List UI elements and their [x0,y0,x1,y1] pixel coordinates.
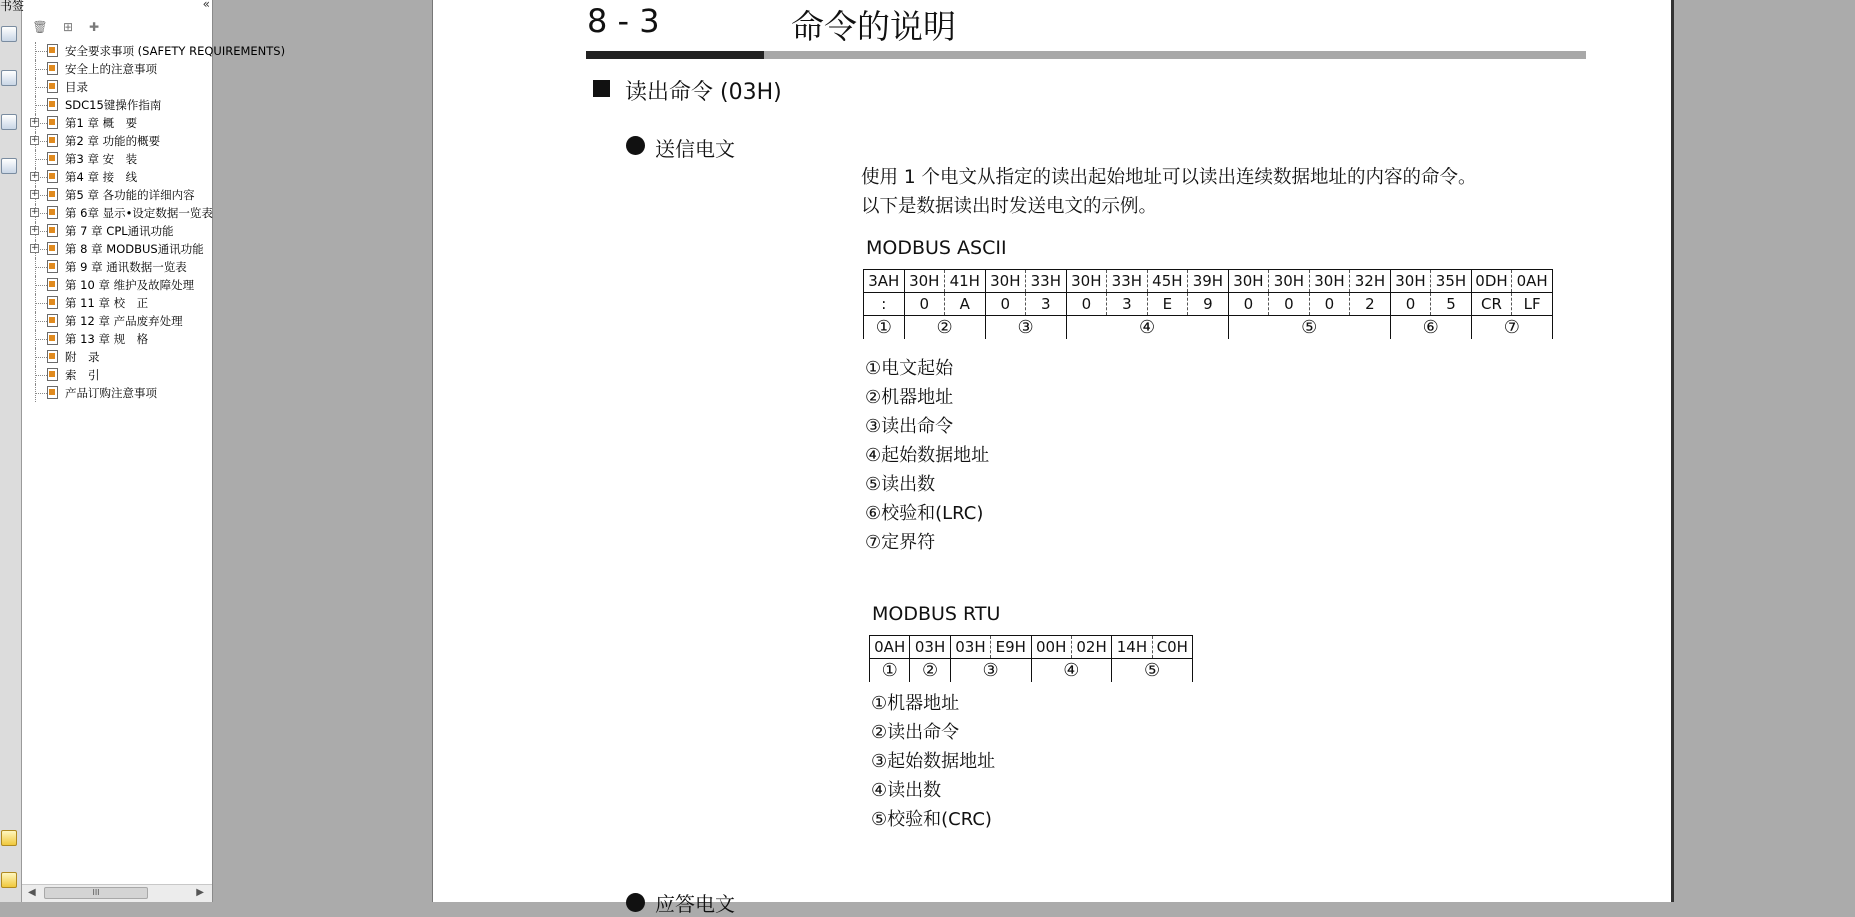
layers-icon[interactable] [1,158,17,174]
expand-plus-icon[interactable]: + [31,243,39,253]
field-number-cell: ③ [950,659,1031,683]
field-number-cell: ② [910,659,950,683]
field-number-cell: ⑦ [1471,316,1552,340]
trash-icon[interactable]: 🗑 [32,20,48,34]
legend-item: ①电文起始 [865,358,954,379]
char-cell: 0 [1309,293,1350,316]
char-cell: 3 [1107,293,1148,316]
bookmark-item[interactable] [22,240,422,258]
tree-line [35,105,47,106]
legend-item: ④起始数据地址 [865,445,990,466]
collapse-panel-icon[interactable]: « [202,0,210,11]
char-cell: LF [1512,293,1553,316]
tree-line [35,303,47,304]
legend-item: ②机器地址 [865,387,954,408]
bookmark-icon [47,98,58,111]
field-number-row [864,316,1553,340]
bookmark-item[interactable] [22,168,422,186]
bookmark-label: 目录 [65,80,88,94]
bookmark-icon [47,260,58,273]
expand-plus-icon[interactable]: + [31,171,39,181]
comment-icon[interactable] [1,830,17,846]
scroll-right-icon[interactable]: ▶ [196,887,204,898]
bookmark-item[interactable] [22,114,422,132]
field-number-cell: ① [864,316,905,340]
circle-bullet-icon [626,893,645,912]
example-paragraph: 以下是数据读出时发送电文的示例。 [861,196,1158,217]
hex-cell: 30H [1309,270,1350,293]
subsection-heading: 读出命令 (03H) [625,80,782,105]
hex-cell: 30H [904,270,945,293]
bookmark-label: 第4 章 接 线 [65,170,138,184]
char-cell: 0 [985,293,1026,316]
bookmark-item[interactable] [22,312,422,330]
scroll-left-icon[interactable]: ◀ [28,887,36,898]
bookmark-icon [47,206,58,219]
tree-line [35,339,47,340]
ascii-caption: MODBUS ASCII [866,237,1007,259]
bookmark-label: 第 6章 显示•设定数据一览表 [65,206,213,220]
char-cell: 0 [1390,293,1431,316]
bookmark-icon [47,188,58,201]
circle-bullet-icon [626,136,645,155]
bookmark-tree [22,42,286,884]
bookmark-item[interactable] [22,60,422,78]
bookmark-icon [47,350,58,363]
field-number-cell: ⑥ [1390,316,1471,340]
hex-row [870,636,1193,659]
hex-cell: 39H [1188,270,1229,293]
navigation-tool-strip [0,0,25,902]
panel-title: 书签 [0,0,25,13]
bookmark-item[interactable] [22,384,422,402]
signature-icon[interactable] [1,114,17,130]
expand-bookmark-icon[interactable]: ⊞ [62,20,74,34]
hex-cell: 0AH [870,636,910,659]
char-cell: A [945,293,986,316]
bookmark-label: SDC15键操作指南 [65,98,162,112]
pages-icon[interactable] [1,26,17,42]
bookmark-icon [47,332,58,345]
hex-cell: 03H [950,636,990,659]
send-message-heading: 送信电文 [655,137,735,161]
expand-plus-icon[interactable]: + [31,189,39,199]
char-cell: : [864,293,905,316]
hex-cell: 30H [1390,270,1431,293]
tree-line [35,321,47,322]
hex-cell: 41H [945,270,986,293]
bookmark-icon [47,296,58,309]
bookmark-item[interactable] [22,78,422,96]
field-number-cell: ⑤ [1228,316,1390,340]
scrollbar-thumb[interactable]: III [44,887,148,899]
bookmark-item[interactable] [22,348,422,366]
hex-cell: E9H [991,636,1031,659]
bookmark-item[interactable] [22,258,422,276]
rtu-frame-table [869,635,1193,682]
bookmark-label: 第2 章 功能的概要 [65,134,161,148]
bookmark-icon [47,80,58,93]
tree-line [35,393,47,394]
hex-cell: 03H [910,636,950,659]
bookmark-item[interactable] [22,366,422,384]
tree-line [35,267,47,268]
field-number-cell: ④ [1066,316,1228,340]
bookmark-label: 索 引 [65,368,100,382]
bookmark-label: 第 12 章 产品废弃处理 [65,314,183,328]
bookmark-item[interactable] [22,150,422,168]
field-number-cell: ① [870,659,910,683]
reply-message-heading: 应答电文 [655,892,735,916]
horizontal-scrollbar[interactable] [22,884,212,902]
hex-cell: 0AH [1512,270,1553,293]
hex-cell: 02H [1071,636,1111,659]
char-cell: CR [1471,293,1512,316]
legend-item: ⑥校验和(LRC) [865,503,984,524]
field-number-cell: ② [904,316,985,340]
bookmark-label: 产品订购注意事项 [65,386,157,400]
tree-line [35,69,47,70]
expand-plus-icon[interactable]: + [31,135,39,145]
hex-cell: 14H [1112,636,1152,659]
bookmark-label: 第3 章 安 装 [65,152,138,166]
bookmark-toolbar [22,12,212,40]
bookmark-item[interactable] [22,132,422,150]
char-cell: 0 [1066,293,1107,316]
hex-cell: 30H [1269,270,1310,293]
new-bookmark-icon[interactable]: ✚ [88,20,100,34]
hex-cell: 30H [1228,270,1269,293]
bookmark-label: 第 11 章 校 正 [65,296,149,310]
hex-cell: 3AH [864,270,905,293]
tree-line [35,51,47,52]
char-cell: E [1147,293,1188,316]
paperclip-icon[interactable] [1,872,17,888]
legend-item: ④读出数 [871,780,942,801]
bookmark-item[interactable] [22,330,422,348]
bookmark-label: 第 9 章 通讯数据一览表 [65,260,187,274]
char-cell: 0 [904,293,945,316]
bookmark-label: 第 13 章 规 格 [65,332,149,346]
title-rule-light [764,51,1586,59]
bookmark-label: 第 8 章 MODBUS通讯功能 [65,242,204,256]
hex-row [864,270,1553,293]
char-cell: 2 [1350,293,1391,316]
bookmark-icon [47,152,58,165]
bookmark-icon [47,44,58,57]
bookmark-label: 第 7 章 CPL通讯功能 [65,224,174,238]
hex-cell: 33H [1026,270,1067,293]
char-cell: 5 [1431,293,1472,316]
bookmark-icon [47,62,58,75]
bookmark-icon [47,278,58,291]
attachments-icon[interactable] [1,70,17,86]
legend-item: ⑤读出数 [865,474,936,495]
bookmark-icon [47,242,58,255]
rtu-caption: MODBUS RTU [872,603,1001,625]
char-cell: 3 [1026,293,1067,316]
bookmark-icon [47,170,58,183]
bookmark-item[interactable] [22,204,422,222]
tree-line [35,87,47,88]
bookmark-icon [47,134,58,147]
legend-item: ③读出命令 [865,416,954,437]
tree-line [35,357,47,358]
bookmark-icon [47,224,58,237]
hex-cell: 30H [1066,270,1107,293]
hex-cell: 30H [985,270,1026,293]
hex-cell: 33H [1107,270,1148,293]
bookmark-icon [47,368,58,381]
hex-cell: 0DH [1471,270,1512,293]
bookmark-icon [47,116,58,129]
legend-item: ⑤校验和(CRC) [871,809,992,830]
bookmark-label: 第5 章 各功能的详细内容 [65,188,195,202]
expand-plus-icon[interactable]: + [31,207,39,217]
bookmark-label: 第 10 章 维护及故障处理 [65,278,195,292]
bookmark-label: 附 录 [65,350,100,364]
char-cell: 9 [1188,293,1229,316]
bookmark-icon [47,314,58,327]
hex-cell: 00H [1031,636,1071,659]
bookmark-item[interactable] [22,96,422,114]
tree-line [35,159,47,160]
bookmark-item[interactable] [22,294,422,312]
hex-cell: 35H [1431,270,1472,293]
section-number: 8 - 3 [587,2,660,40]
bookmark-label: 第1 章 概 要 [65,116,138,130]
square-bullet-icon [593,80,610,97]
bookmark-item[interactable] [22,42,422,60]
bookmark-item[interactable] [22,222,422,240]
bookmark-label: 安全上的注意事项 [65,62,157,76]
char-cell: 0 [1269,293,1310,316]
expand-plus-icon[interactable]: + [31,225,39,235]
document-page [432,0,1674,916]
bookmark-item[interactable] [22,276,422,294]
char-cell: 0 [1228,293,1269,316]
title-rule-dark [586,51,764,59]
field-number-row [870,659,1193,683]
ascii-frame-table [863,269,1553,339]
bookmark-panel [0,0,286,902]
field-number-cell: ⑤ [1112,659,1193,683]
bookmark-icon [47,386,58,399]
hex-cell: 45H [1147,270,1188,293]
expand-plus-icon[interactable]: + [31,117,39,127]
hex-cell: C0H [1152,636,1192,659]
legend-item: ②读出命令 [871,722,960,743]
tree-line [35,375,47,376]
bookmark-item[interactable] [22,186,422,204]
legend-item: ⑦定界符 [865,532,936,553]
legend-item: ③起始数据地址 [871,751,996,772]
field-number-cell: ③ [985,316,1066,340]
hex-cell: 32H [1350,270,1391,293]
tree-line [35,285,47,286]
char-row [864,293,1553,316]
legend-item: ①机器地址 [871,693,960,714]
bookmark-label: 安全要求事项 (SAFETY REQUIREMENTS) [65,44,286,58]
description-paragraph: 使用 1 个电文从指定的读出起始地址可以读出连续数据地址的内容的命令。 [861,167,1477,188]
section-title: 命令的说明 [791,7,956,46]
field-number-cell: ④ [1031,659,1112,683]
